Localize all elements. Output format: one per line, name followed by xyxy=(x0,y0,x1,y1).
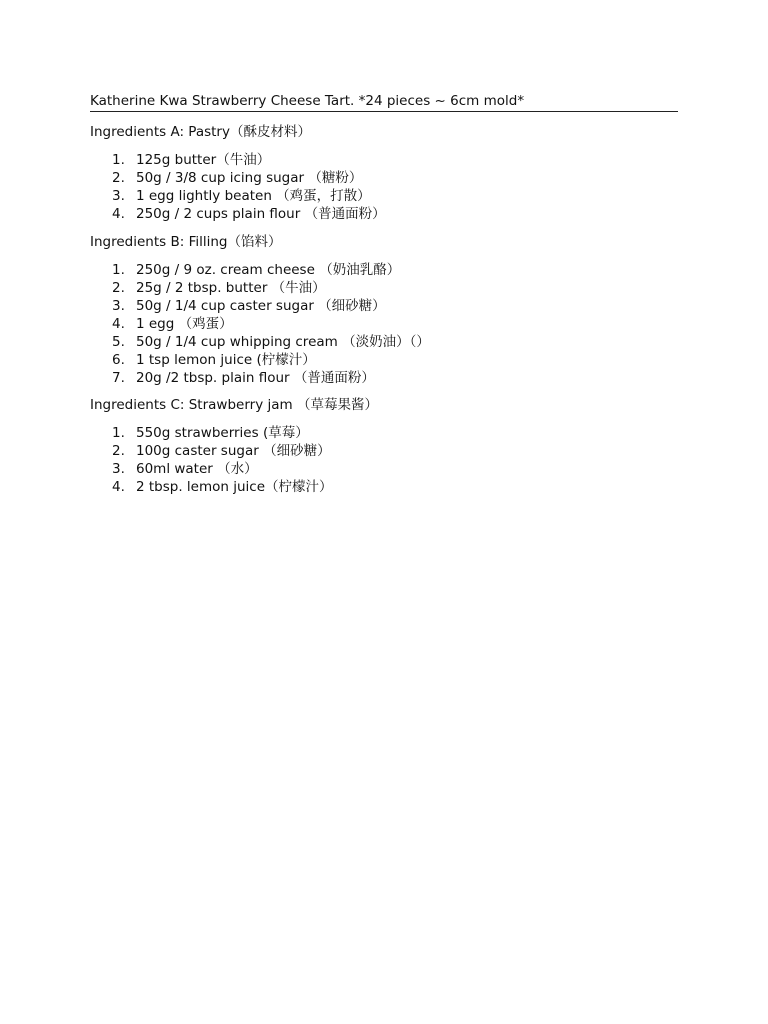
document-title: Katherine Kwa Strawberry Cheese Tart. *24 pieces ~ 6cm mold* xyxy=(90,92,678,112)
section-b-heading: Ingredients B: Filling（馅料） xyxy=(90,234,282,250)
section-a-heading: Ingredients A: Pastry（酥皮材料） xyxy=(90,124,311,140)
document-page: Katherine Kwa Strawberry Cheese Tart. *24 pieces ~ 6cm mold* Ingredients A: Pastry（酥皮材料） 1. 125g butter（牛油） 2. 50g / 3/8 cup icing sugar （糖粉） 3. 1 egg lightly beaten （鸡蛋，打散） 4. 250g / 2 cups plain flour （普通面粉） Ingredients B: Filling（馅料） 1. 250g / 9 oz. cream cheese （奶油乳酪） 2. 25g / 2 tbsp. butter （牛油） 3. 50g / 1/4 cup caster sugar （细砂糖） 4. 1 egg （鸡蛋） 5. 50g / 1/4 cup whipping cream （淡奶油）（） 6. 1 tsp lemon juice (柠檬汁） 7. 20g /2 tbsp. plain flour （普通面粉） Ingredients C: Strawberry jam （草莓果酱） 1. 550g strawberries (草莓） 2. 100g caster sugar （细砂糖） 3. 60ml water （水） 4. 2 tbsp. lemon juice（柠檬汁） xyxy=(0,0,768,1024)
section-c-heading: Ingredients C: Strawberry jam （草莓果酱） xyxy=(90,397,378,413)
